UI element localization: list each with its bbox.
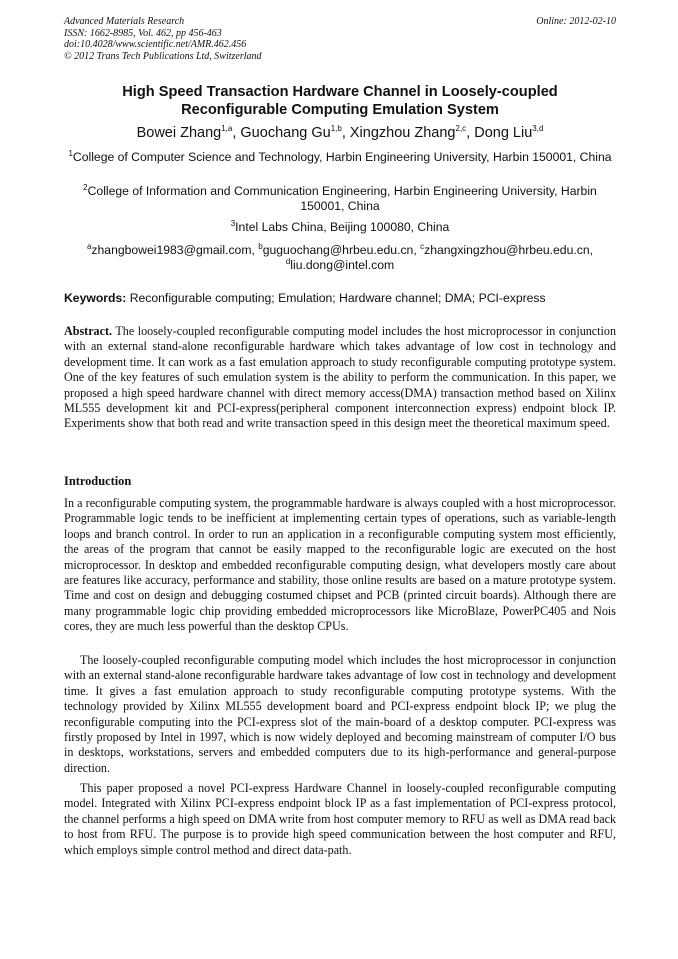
affiliation-text: College of Computer Science and Technology, Harbin Engineering University, Harbin 150001, China <box>72 150 612 164</box>
author-sep: , <box>341 125 350 141</box>
email-sup: a <box>86 241 92 251</box>
author-sep: , <box>232 125 241 141</box>
email-sup: c <box>420 241 425 251</box>
author-name: Xingzhou Zhang <box>349 125 456 141</box>
email-list <box>64 243 616 273</box>
abstract-label: Abstract. <box>64 324 113 338</box>
journal-name: Advanced Materials Research <box>64 16 185 27</box>
affiliation-2 <box>64 184 616 214</box>
doi-line: doi:10.4028/www.scientific.net/AMR.462.456 <box>64 39 247 50</box>
email-link[interactable]: zhangxingzhou@hrbeu.edu.cn, <box>424 243 594 257</box>
author-list <box>64 124 616 142</box>
author-sup: 1,a <box>221 124 233 134</box>
author-sup: 2,c <box>455 124 467 134</box>
intro-paragraph-3: This paper proposed a novel PCI-express Hardware Channel in loosely-coupled reconfigurable computing model. Integrated with Xilinx PCI-express endpoint block IP as a fast implementation of PCI-express protocol, the channel performs a high speed on DMA write from host computer memory to RFU as well as DMA read back to host from RFU. The purpose is to provide high speed communication between the host computer and RFU, which employs simple control method and direct data-path. <box>64 781 616 857</box>
affiliation-3 <box>64 220 616 235</box>
affiliation-text: College of Information and Communication Engineering, Harbin Engineering University, Harbin 150001, China <box>87 184 597 213</box>
keywords-label: Keywords: <box>64 291 127 305</box>
author-name: Guochang Gu <box>240 125 331 141</box>
author-sup: 3,d <box>532 124 544 134</box>
abstract-text: The loosely-coupled reconfigurable computing model includes the host microprocessor in conjunction with an external stand-alone reconfigurable hardware which takes advantage of low cost in technology and development time. It can work as a fast emulation approach to study reconfigurable computing prototype system. One of the key features of such emulation system is the ability to perform the communication. In this paper, we proposed a high speed hardware channel with direct memory access(DMA) transaction method based on Xilinx ML555 development kit and PCI-express(peripheral component interconnection express) endpoint block IP. Experiments show that both read and write transaction speed in this design meet the theoretical maximum speed. <box>64 324 616 431</box>
author-sup: 1,b <box>330 124 342 134</box>
abstract <box>64 324 616 432</box>
affiliation-1 <box>64 150 616 165</box>
email-link[interactable]: guguochang@hrbeu.edu.cn, <box>262 243 421 257</box>
affiliation-sup: 3 <box>230 218 236 228</box>
section-heading-introduction: Introduction <box>64 474 132 488</box>
intro-paragraph-1: In a reconfigurable computing system, the programmable hardware is always coupled with a host microprocessor. Programmable logic tends to be inefficient at implementing certain types of operations, such as variable-length loops and branch control. In order to run an application in a reconfigurable computing system most efficiently, the areas of the program that cannot be easily mapped to the reconfigurable logic are executed on the host microprocessor. In desktop and embedded reconfigurable computing design, what developers mostly care about are features like accuracy, performance and stability, those online results are based on a mature prototype system. Time and cost on design and debugging costumed chipset and PCB (printed circuit boards). Although there are many programmable logic chip providing embedded microprocessors like MicroBlaze, PowerPC405 and Nois cores, they are much less powerful than the desktop CPUs. <box>64 496 616 634</box>
copyright-line: © 2012 Trans Tech Publications Ltd, Switzerland <box>64 50 262 62</box>
affiliation-text: Intel Labs China, Beijing 100080, China <box>235 220 450 234</box>
affiliation-sup: 1 <box>68 148 73 158</box>
keywords <box>64 291 616 306</box>
intro-paragraph-2: The loosely-coupled reconfigurable computing model which includes the host microprocessor in conjunction with an external stand-alone reconfigurable hardware takes advantage of low cost in technology and development time. It gives a fast emulation approach to study reconfigurable computing prototype systems. With the technology provided by Xilinx ML555 development board and PCI-express endpoint block IP; we plug the reconfigurable computing into the PCI-express slot of the main-board of a desktop computer. PCI-express was firstly proposed by Intel in 1997, which is now widely deployed and becoming mainstream of computer I/O bus in desktops, workstations, servers and embedded computers due to its high-performance and general-purpose direction. <box>64 653 616 775</box>
affiliation-sup: 2 <box>83 182 88 192</box>
author-name: Dong Liu <box>474 125 533 141</box>
paper-title <box>64 83 616 119</box>
online-date: Online: 2012-02-10 <box>536 16 616 27</box>
author-sep: , <box>466 125 475 141</box>
keywords-text: Reconfigurable computing; Emulation; Hardware channel; DMA; PCI-express <box>126 291 546 305</box>
issn-line: ISSN: 1662-8985, Vol. 462, pp 456-463 <box>64 27 222 39</box>
title-line-1: High Speed Transaction Hardware Channel in Loosely-coupled <box>122 84 558 100</box>
author-name: Bowei Zhang <box>136 125 222 141</box>
email-link[interactable]: zhangbowei1983@gmail.com, <box>91 243 259 257</box>
email-link[interactable]: liu.dong@intel.com <box>290 258 395 272</box>
email-sup: d <box>285 256 291 266</box>
journal-header <box>64 16 616 62</box>
title-line-2: Reconfigurable Computing Emulation System <box>181 102 499 118</box>
email-sup: b <box>258 241 263 251</box>
